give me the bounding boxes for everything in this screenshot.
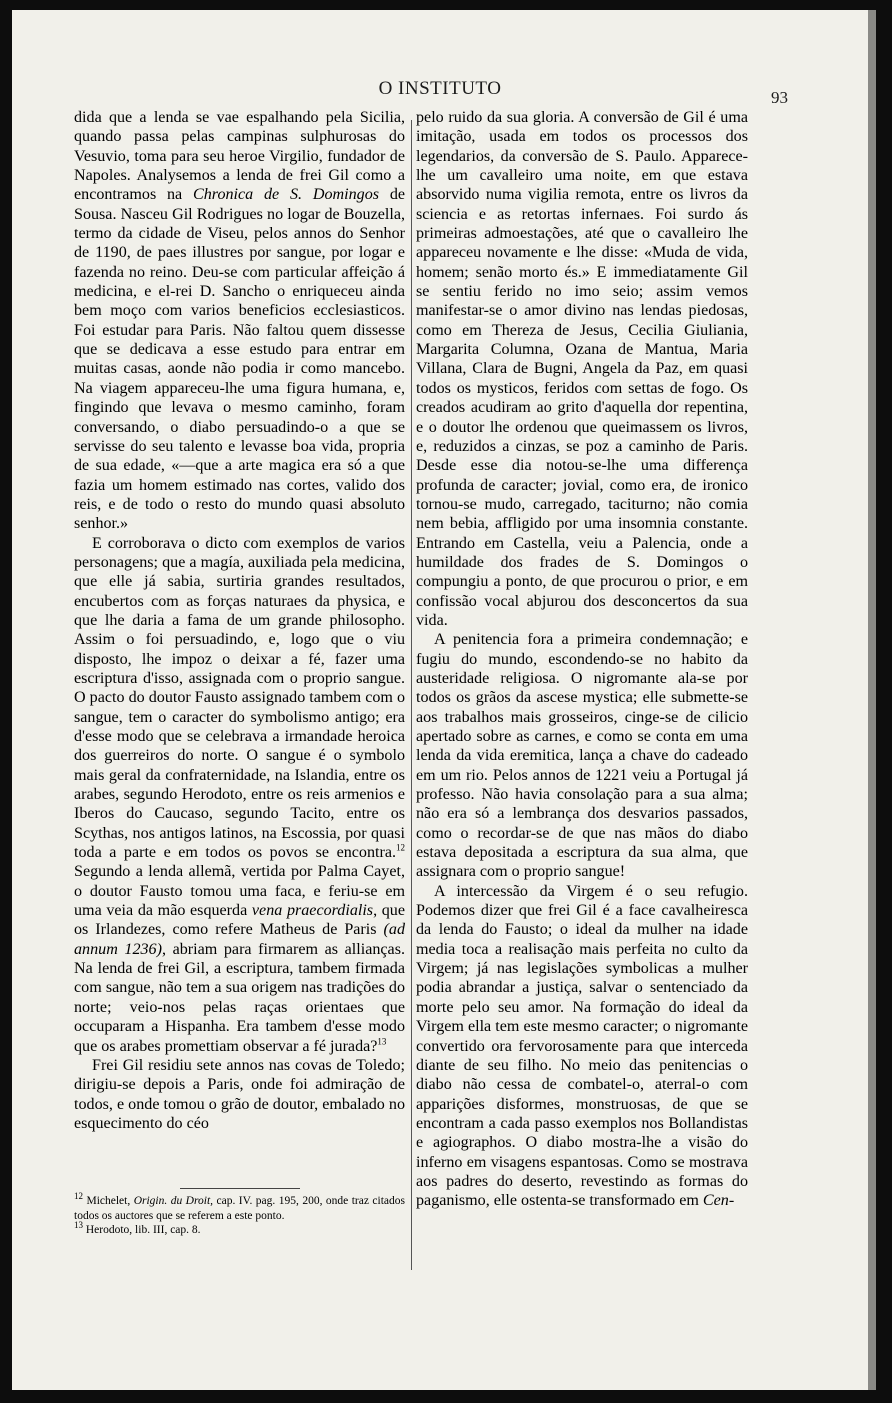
footnotes (74, 1191, 405, 1238)
right-column (416, 108, 748, 1211)
text-run: dida que a lenda se vae espalhando pela Sicilia, quando passa pelas campinas sulphurosas do Vesuvio, toma para seu heroe Virgilio, fundador de Napoles. Analysemos a lenda de frei Gil como a encontramos na (74, 109, 405, 204)
left-paragraph-2 (74, 534, 405, 1056)
left-paragraph-3: Frei Gil residiu sete annos nas covas de Toledo; dirigiu-se depois a Paris, onde foi admiração de todos, e onde tomou o grão de doutor, embalado no esquecimento do céo (74, 1056, 405, 1132)
text-run: A intercessão da Virgem é o seu refugio. Podemos dizer que frei Gil é a face cavalheiresca da lenda do Fausto; o ideal da mulher na idade media toca a realisação mais perfeita no culto da Virgem; já nas legislações symbolicas a mulher podia abrandar a justiça, salvar o sentenciado da morte pelo seu amor. Na formação do ideal da Virgem ella tem este mesmo caracter; o nigromante convertido ora fervorosamente para que interceda diante de seu filho. No meio das penitencias o diabo não cessa de combatel-o, aterral-o com apparições disformes, monstruosas, de que se encontram a cada passo exemplos nos Bollandistas e agiographos. O diabo mostra-lhe a visão do inferno em visagens espantosas. Como se mostrava aos padres do deserto, revestindo as formas do paganismo, elle ostenta-se transformado em (416, 882, 748, 1210)
text-run: , abriam para firmarem as allianças. Na lenda de frei Gil, a escriptura, tambem firmada com sangue, não tem a sua origem nas tradições do norte; veio-nos pelas raças orientaes que occuparam a Hispanha. Era tambem d'esse modo que os arabes promettiam observar a fé jurada? (74, 940, 405, 1055)
footnote-ref-12[interactable]: 12 (396, 842, 405, 853)
footnote-rule (180, 1188, 300, 1189)
footnote-italic-title: Origin. du Droit, (133, 1195, 214, 1207)
left-column (74, 108, 405, 1133)
footnote-number: 12 (74, 1191, 83, 1202)
footnote-text: cap. IV. pag. 195, 200, onde traz citados todos os auctores que se referem a este ponto. (74, 1195, 405, 1222)
running-header-title: O INSTITUTO (378, 78, 502, 99)
page-number: 93 (771, 88, 788, 107)
page-edge-shadow (868, 10, 876, 1390)
text-run: Segundo a lenda allemã, vertida por Palma Cayet, o doutor Fausto tomou uma faca, e feriu-se em uma veia da mão esquerda (74, 863, 405, 920)
footnote-ref-13[interactable]: 13 (377, 1036, 387, 1047)
footnote-number: 13 (74, 1220, 83, 1231)
italic-title: Chronica de S. Domingos (193, 186, 380, 204)
right-paragraph-1: pelo ruido da sua gloria. A conversão de Gil é uma imitação, usada em todos os processos dos legendarios, da conversão de S. Paulo. Apparece-lhe um cavalleiro uma noite, em que estava absorvido numa vigilia remota, entre os livros da sciencia e as retortas infernaes. Foi surdo ás primeiras admoestações, até que o cavalleiro lhe appareceu novamente e lhe disse: «Muda de vida, homem; senão morto és.» E immediatamente Gil se sentiu ferido no imo seio; assim vemos manifestar-se o amor divino nas lendas piedosas, como em Thereza de Jesus, Cecilia Giuliania, Margarita Columna, Ozana de Mantua, Maria Villana, Clara de Bugni, Angela da Paz, em quasi todos os mysticos, feridos com settas de fogo. Os creados acudiram ao grito d'aquella dor repentina, e o doutor lhe ordenou que queimassem os livros, e, reduzidos a cinzas, se poz a caminho de Paris. Desde esse dia notou-se-lhe uma differença profunda de caracter; jovial, como era, de ironico tornou-se mudo, carregado, taciturno; não comia nem bebia, affligido por uma insomnia constante. Entrando em Castella, veiu a Palencia, onde a humildade dos frades de S. Domingos o compungiu a ponto, de que procurou o prior, e em confissão vocal abjurou dos desconcertos da sua vida. (416, 109, 748, 629)
italic-citation: (ad annum 1236) (74, 921, 405, 958)
right-paragraph-3 (416, 882, 748, 1211)
italic-term: vena praecordialis (251, 902, 374, 920)
footnote-13 (74, 1220, 405, 1238)
footnote-text: Herodoto, lib. III, cap. 8. (85, 1224, 201, 1236)
footnote-12 (74, 1191, 405, 1223)
text-run: E corroborava o dicto com exemplos de varios personagens; que a magía, auxiliada pela medicina, que elle já sabia, surtiria grandes resultados, encubertos com as forças naturaes da physica, e que lhe daria a fama de um grande philosopho. Assim o foi persuadindo, e, logo que o viu disposto, lhe impoz o deixar a fé, fazer uma escriptura d'isso, assignada com o proprio sangue. O pacto do doutor Fausto assignado tambem com o sangue, tem o caracter do symbolismo antigo; era d'esse modo que se celebrava a irmandade heroica dos guerreiros do norte. O sangue é o symbolo mais geral da confraternidade, na Islandia, entre os arabes, segundo Herodoto, entre os reis armenios e Iberos do Caucaso, segundo Tacito, entre os Scythas, nos antigos latinos, na Escossia, por quasi toda a parte e em todos os povos se encontra. (74, 534, 405, 862)
column-divider (411, 120, 412, 1270)
left-paragraph-1 (74, 108, 405, 534)
footnote-text: Michelet, (86, 1195, 131, 1207)
text-run: , que os Irlandezes, como refere Matheus de Paris (74, 902, 405, 939)
right-paragraph-2: A penitencia fora a primeira condemnação; e fugiu do mundo, escondendo-se no habito da austeridade religiosa. O nigromante ala-se por todos os grãos da ascese mystica; elle submette-se aos trabalhos mais grosseiros, cinge-se de cilicio apertado sobre as carnes, e como se conta em uma lenda da vida eremitica, lança a chave do cadeado em um rio. Pelos annos de 1221 veiu a Portugal já professo. Não havia consolação para a sua alma; não era só a lembrança dos desvarios passados, como o recordar-se de que nas mãos do diabo estava depositada a escriptura da sua alma, que assignara com o proprio sangue! (416, 631, 748, 881)
italic-word: Cen- (702, 1192, 735, 1210)
text-run: de Sousa. Nasceu Gil Rodrigues no logar de Bouzella, termo da cidade de Viseu, pelos annos do Senhor de 1190, de paes illustres por sangue, por logar e fazenda no reino. Deu-se com particular affeição á medicina, e el-rei D. Sancho o enriqueceu ainda bem moço com varios beneficios ecclesiasticos. Foi estudar para Paris. Não faltou quem dissesse que se dedicava a esse estudo para entrar em muitas casas, aonde não podia ir como mancebo. Na viagem appareceu-lhe uma figura humana, e, fingindo que levava o mesmo caminho, foram conversando, o diabo persuadindo-o a que se servisse do seu talento e levasse boa vida, propria de sua edade, «—que a arte magica era só a que fazia um homem estimado nas cortes, valido dos reis, e de todo o resto do mundo quasi absoluto senhor.» (74, 186, 406, 533)
